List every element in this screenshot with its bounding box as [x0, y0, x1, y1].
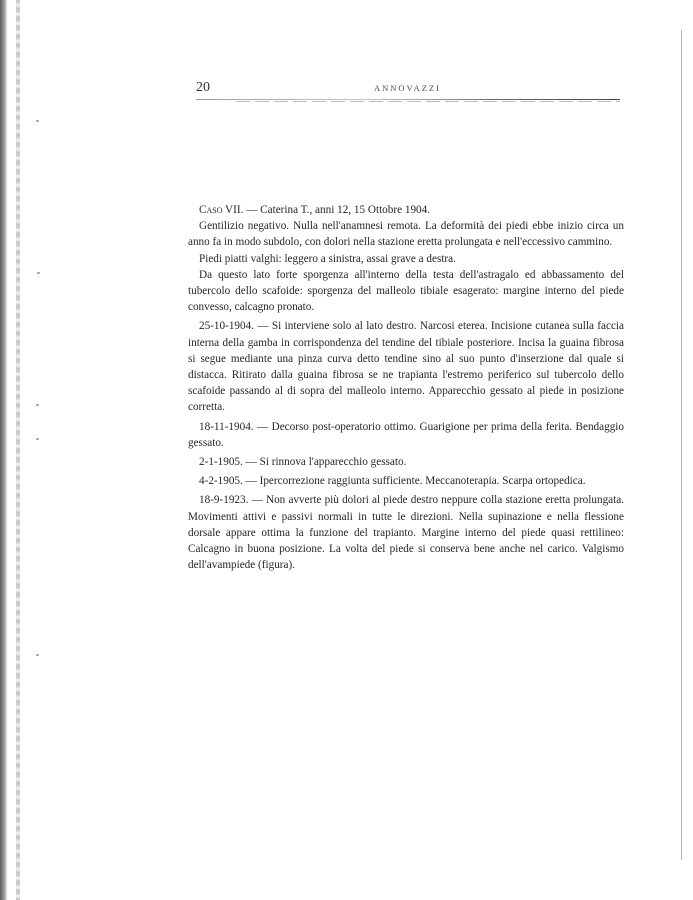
header-rule-secondary [236, 101, 620, 102]
paragraph-follow-up: 18-9-1923. — Non avverte più dolori al piede destro neppure colla stazione eretta prolungata. Movimenti attivi e passivi normali in tutte le direzioni. Nella supinazione e nella flessione dorsale appare ottima la funzione del trapianto. Margine interno del piede quasi rettilineo: Calcagno in buona posizione. La volta del piede si conserva bene anche nel carico. Valgismo dell'avampiede (figura). [188, 494, 624, 572]
header-rule [196, 99, 620, 100]
scan-edge [0, 0, 7, 900]
case-heading-rest: — Caterina T., anni 12, 15 Ottobre 1904. [243, 204, 431, 216]
case-heading [188, 202, 624, 218]
running-head: ANNOVAZZI [374, 83, 441, 93]
page-number: 20 [196, 80, 210, 95]
paragraph-overcorrection: 4-2-1905. — Ipercorrezione raggiunta sufficiente. Meccanoterapia. Scarpa ortopedica. [199, 475, 586, 488]
paragraph-operation: 25-10-1904. — Si interviene solo al lato destro. Narcosi eterea. Incisione cutanea sulla faccia interna della gamba in corrispondenza del tendine del tibiale posteriore. Incisa la guaina fibrosa si segue mediante una pinza curva detto tendine sino al suo punto d'inserzione dal quale si distacca. Ritirato dalla guaina fibrosa se ne trapianta l'estremo periferico sul tubercolo dello scafoide passando al di sopra del malleolo interno. Apparecchio gessato al piede in posizione corretta. [188, 320, 624, 414]
scan-right-edge [681, 30, 682, 860]
scan-edge-shadow [16, 0, 20, 900]
scan-speck [36, 654, 39, 656]
paragraph-postop: 18-11-1904. — Decorso post-operatorio ottimo. Guarigione per prima della ferita. Bendaggio gessato. [188, 420, 624, 449]
page-header [196, 80, 620, 100]
paragraph-findings: Da questo lato forte sporgenza all'interno della testa dell'astragalo ed abbassamento del tubercolo dello scafoide: sporgenza del malleolo tibiale esagerato: margine interno del piede convesso, calcagno pronato. [188, 268, 624, 314]
paragraph-diagnosis: Piedi piatti valghi: leggero a sinistra, assai grave a destra. [199, 252, 456, 265]
scan-speck [36, 404, 39, 406]
scan-speck [36, 120, 39, 122]
case-label: Caso VII. [199, 204, 244, 216]
paragraph-anamnesis: Gentilizio negativo. Nulla nell'anamnesi remota. La deformità dei piedi ebbe inizio circa un anno fa in modo subdolo, con dolori nella stazione eretta prolungata e nell'eccessivo cammino. [188, 220, 624, 249]
scan-speck [36, 438, 39, 440]
paragraph-cast-renewal: 2-1-1905. — Si rinnova l'apparecchio gessato. [199, 456, 407, 469]
scan-speck [37, 272, 40, 274]
page-body [188, 202, 624, 573]
